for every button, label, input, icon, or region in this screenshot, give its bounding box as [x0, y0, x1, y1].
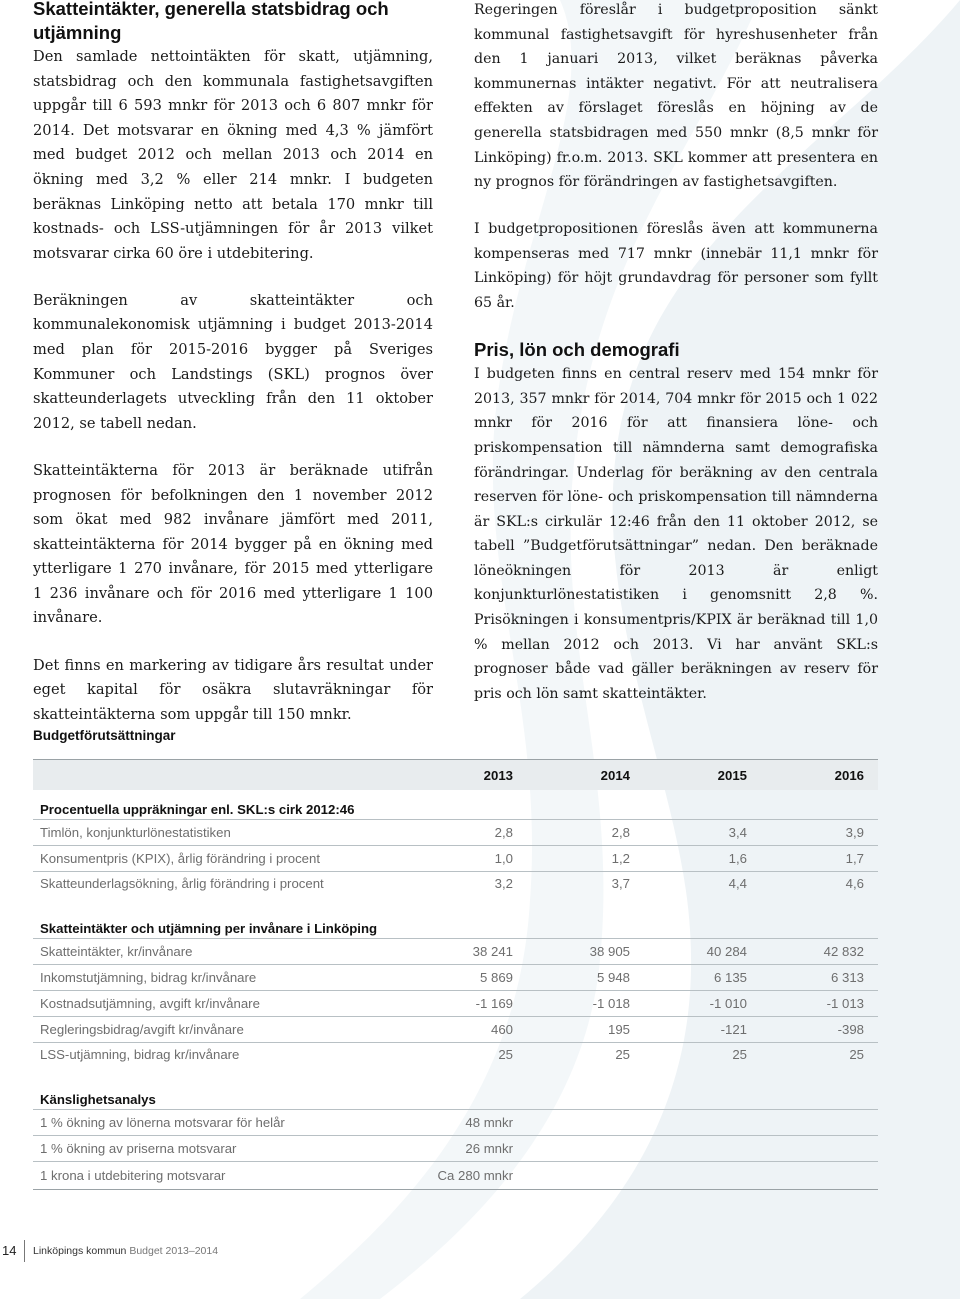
table-row: Skatteunderlagsökning, årlig förändring i procent 3,2 3,7 4,4 4,6 [40, 876, 864, 892]
table-section-heading: Känslighetsanalys [33, 1080, 878, 1110]
table-spacer [33, 896, 878, 909]
year-header: 2013 [483, 767, 513, 783]
table-row: Timlön, konjunkturlönestatistiken 2,8 2,8 3,4 3,9 [33, 820, 878, 846]
table-spacer [33, 1067, 878, 1080]
section-heading-pris-lon-demografi: Pris, lön och demografi [474, 339, 680, 361]
table-section-heading: Skatteintäkter och utjämning per invånare i Linköping [33, 909, 878, 939]
section-heading-skatteintakter: Skatteintäkter, generella statsbidrag och utjämning [33, 0, 389, 43]
paragraph: Skatteintäkterna för 2013 är beräknade utifrån prognosen för befolkningen den 1 november 2012 som ökat med 982 invånare jämfört med 2011, skatteintäkterna för 2014 bygger på en ökning med ytterligare 1 270 invånare, för 2015 med ytterligare 1 236 invånare och för 2016 med ytterligare 1 100 invånare. [33, 461, 433, 627]
paragraph: Det finns en markering av tidigare års resultat under eget kapital för osäkra slutavräkningar för skatteintäkterna som uppgår till 150 mnkr. [33, 656, 433, 723]
footer-org: Linköpings kommun [33, 1245, 127, 1257]
year-header: 2015 [717, 767, 747, 783]
year-header: 2016 [834, 767, 864, 783]
table-row: Regleringsbidrag/avgift kr/invånare 460 195 -121 -398 [33, 1016, 878, 1042]
page-number: 14 [2, 1243, 17, 1258]
table-title: Budgetförutsättningar [33, 728, 176, 743]
table-row: 1 krona i utdebitering motsvarar Ca 280 mnkr [33, 1161, 878, 1189]
table-row: 1 % ökning av priserna motsvarar 26 mnkr [33, 1136, 878, 1162]
paragraph: I budgetpropositionen föreslås även att kommunerna kompenseras med 717 mnkr (innebär 11,1 mnkr för Linköping) för höjt grundavdrag för personer som fyllt 65 år. [474, 221, 878, 312]
paragraph: Beräkningen av skatteintäkter och kommunalekonomisk utjämning i budget 2013-2014 med plan för 2015-2016 bygger på Sveriges Kommuner och Landstings (SKL) prognos över skatteunderlagets utveckling från den 11 oktober 2012, se tabell nedan. [33, 291, 433, 432]
year-header: 2014 [600, 767, 630, 783]
right-column [474, 0, 878, 729]
table-row: Kostnadsutjämning, avgift kr/invånare -1 169 -1 018 -1 010 -1 013 [33, 990, 878, 1016]
budget-table-block [33, 728, 878, 1190]
table-section-heading: Procentuella uppräkningar enl. SKL:s cirk 2012:46 [33, 790, 878, 820]
table-row: Skatteintäkter, kr/invånare 38 241 38 905 40 284 42 832 [33, 939, 878, 965]
table-row: Inkomstutjämning, bidrag kr/invånare 5 869 5 948 6 135 6 313 [33, 965, 878, 991]
page-footer [0, 1243, 300, 1263]
footer-text [33, 1245, 218, 1257]
footer-doc: Budget 2013–2014 [129, 1245, 219, 1257]
header-label-cell [33, 760, 410, 791]
paragraph: Regeringen föreslår i budgetproposition sänkt kommunal fastighetsavgift för hyreshusenheter från den 1 januari 2013, vilket beräknas påverka kommunernas intäkter negativt. För att neutralisera effekten av förslaget föreslås en höjning av de generella statsbidragen med 550 mnkr (8,5 mnkr för Linköping) fr.o.m. 2013. SKL kommer att presentera en ny prognos för förändringen av fastighetsavgiften. [474, 2, 878, 191]
table-header-row [33, 760, 878, 791]
paragraph: Den samlade nettointäkten för skatt, utjämning, statsbidrag och den kommunala fastighetsavgiften uppgår till 6 593 mnkr för 2013 och 6 807 mnkr för 2014. Det motsvarar en ökning med 4,3 % jämfört med budget 2012 och mellan 2013 och 2014 en ökning med 3,2 % eller 214 mnkr. I budgeten beräknas Linköping netto att betala 170 mnkr till kostnads- och LSS-utjämningen för år 2013 vilket motsvarar cirka 60 öre i utdebitering. [33, 48, 433, 262]
paragraph: I budgeten finns en central reserv med 154 mnkr för 2013, 357 mnkr för 2014, 704 mnkr för 2015 och 1 022 mnkr för 2016 för att finansiera löne- och priskompensation till nämnderna samt demografiska förändringar. Underlag för beräkning av den centrala reserven för löne- och priskompensation till nämnderna är SKL:s cirkulär 12:46 från den 11 oktober 2012, se tabell ”Budgetförutsättningar” nedan. Den beräknade löneökningen för 2013 är enligt konjunkturlönestatistiken i genomsnitt 2,8 %. Prisökningen i konsumentpris/KPIX är beräknad till 1,0 % mellan 2012 och 2013. Vi har använt SKL:s prognoser både vad gäller beräkningen av reserv för pris och lön samt skatteintäkter. [474, 366, 878, 702]
budget-table [33, 759, 878, 1190]
footer-divider [24, 1240, 25, 1262]
table-row: Konsumentpris (KPIX), årlig förändring i procent 1,0 1,2 1,6 1,7 [33, 845, 878, 871]
table-row: 1 % ökning av lönerna motsvarar för helår 48 mnkr [33, 1110, 878, 1136]
left-column [33, 0, 433, 750]
table-row: LSS-utjämning, bidrag kr/invånare 25 25 25 25 [40, 1047, 864, 1063]
